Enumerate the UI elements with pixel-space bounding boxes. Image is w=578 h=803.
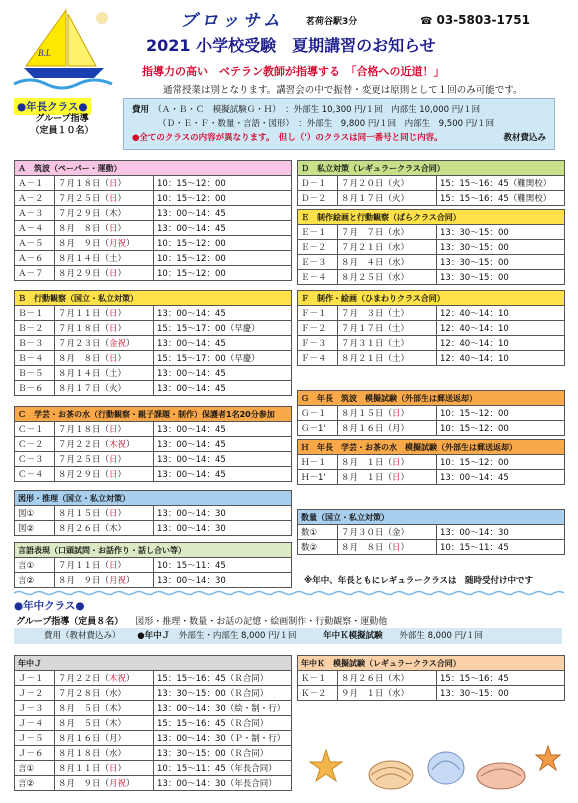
class-date: ８月１５日（日） [55, 506, 154, 521]
class-date: ８月１６日（月） [338, 421, 437, 436]
class-date: ８月 ５日（木） [55, 701, 154, 716]
class-date: ７月３０日（金） [338, 525, 437, 540]
class-time: 13：00～14：30 [154, 573, 292, 588]
class-code: 数② [298, 540, 338, 555]
class-time: 13：00～14：30 [154, 521, 292, 536]
table-header: 図形・推理（国立・私立対策） [15, 491, 292, 506]
class-code: Ｆ－２ [298, 321, 338, 336]
class-date: ８月１４日（土） [55, 366, 154, 381]
holiday-marker: 日 [109, 455, 118, 465]
nencho-sub [22, 113, 102, 137]
holiday-marker: 日 [109, 764, 118, 774]
table-row [298, 255, 565, 270]
class-code: Ａ－２ [15, 191, 55, 206]
class-code: Ｂ－１ [15, 306, 55, 321]
class-code: Ｃ－３ [15, 452, 55, 467]
class-code: Ａ－７ [15, 266, 55, 281]
holiday-marker: 日 [392, 543, 401, 553]
brand-name: ブロッサム [180, 11, 284, 31]
class-date: ８月 １日（日） [338, 455, 437, 470]
class-code: 図② [15, 521, 55, 536]
class-time: 13：00～14：45 [154, 381, 292, 396]
class-date: ８月２６日（木） [338, 671, 437, 686]
class-date: ８月１６日（月） [55, 731, 154, 746]
notice-text: 通常授業は別となります。講習会の中で振替・変更は原則として１回のみ可能です。 [163, 85, 523, 96]
class-code: Ａ－４ [15, 221, 55, 236]
table-row [15, 671, 292, 686]
class-code: Ｂ－２ [15, 321, 55, 336]
fee-materials-note: 教材費込み [503, 133, 546, 143]
table-header: 数量（国立・私立対策） [298, 510, 565, 525]
class-time: 13：00～14：45 [154, 467, 292, 482]
class-code: Ｇ－1' [298, 421, 338, 436]
class-date: ７月１８日（日） [55, 422, 154, 437]
class-time: 13：30～15：00 [437, 270, 565, 285]
table-row [15, 191, 292, 206]
class-code: Ｃ－４ [15, 467, 55, 482]
table-row [15, 746, 292, 761]
table-header: Ｄ 私立対策（レギュラークラス合同） [298, 161, 565, 176]
class-code: Ａ－１ [15, 176, 55, 191]
table-row [15, 221, 292, 236]
class-code: Ｊ－６ [15, 746, 55, 761]
class-code: Ｈ－1' [298, 470, 338, 485]
class-date: ７月１７日（土） [338, 321, 437, 336]
class-time: 13：00～14：30 [437, 525, 565, 540]
class-time: 10：15～11：45（年長合同） [154, 761, 292, 776]
class-code: Ｊ－４ [15, 716, 55, 731]
holiday-marker: 日 [109, 324, 118, 334]
table-row [15, 266, 292, 281]
class-time: 13：00～14：30 [154, 506, 292, 521]
class-time: 13：30～15：00（Ｒ合同） [154, 746, 292, 761]
class-time: 13：00～14：45 [154, 437, 292, 452]
nenchu-k-label: 年中Ｋ模擬試験 [323, 631, 383, 641]
table-header: 言語表現（口頭試問・お話作り・話し合い等） [15, 543, 292, 558]
table-row [15, 351, 292, 366]
class-date: ８月 ４日（水） [338, 255, 437, 270]
fee-group-b: （Ｄ・Ｅ・Ｆ・数量・言語・図形） [158, 119, 290, 129]
holiday-marker: 木祝 [109, 674, 127, 684]
class-time: 15：15～17：00（早慶） [154, 321, 292, 336]
table-row [15, 381, 292, 396]
holiday-marker: 月祝 [109, 779, 127, 789]
class-time: 10：15～12：00 [154, 176, 292, 191]
holiday-marker: 日 [392, 473, 401, 483]
class-code: Ｅ－４ [298, 270, 338, 285]
nenchu-j-label: ●年中Ｊ [137, 631, 171, 641]
nenchu-j-price: 外部生・内部生 8,000 円/１回 [178, 631, 297, 641]
class-time: 12：40～14：10 [437, 351, 565, 366]
table-header: Ｆ 制作・絵画（ひまわりクラス合同） [298, 291, 565, 306]
class-date: ８月 ９日（月祝） [55, 236, 154, 251]
class-date: ７月１１日（日） [55, 558, 154, 573]
class-date: ７月２２日（木祝） [55, 671, 154, 686]
holiday-marker: 日 [392, 409, 401, 419]
table-row [298, 525, 565, 540]
class-code: 言② [15, 776, 55, 791]
holiday-marker: 日 [109, 354, 118, 364]
holiday-marker: 木祝 [109, 440, 127, 450]
phone-number-group [420, 13, 530, 27]
class-date: ７月２５日（日） [55, 191, 154, 206]
table-row [298, 686, 565, 701]
class-code: 言① [15, 558, 55, 573]
wave-divider [14, 590, 569, 596]
class-time: 12：40～14：10 [437, 306, 565, 321]
table-row [15, 701, 292, 716]
table-row [15, 716, 292, 731]
class-date: ８月２１日（土） [338, 351, 437, 366]
class-table-gengo [14, 542, 292, 588]
table-row [15, 573, 292, 588]
class-code: Ｊ－１ [15, 671, 55, 686]
shell-icon [477, 763, 525, 789]
nencho-sub-line: グループ指導 [35, 114, 89, 124]
class-time: 15：15～16：45 [437, 671, 565, 686]
class-code: 図① [15, 506, 55, 521]
holiday-marker: 日 [109, 194, 118, 204]
shell-icon [428, 752, 464, 784]
class-time: 13：00～14：45 [154, 452, 292, 467]
nenchu-k-price: 外部生 8,000 円/１回 [399, 631, 483, 641]
table-row [298, 191, 565, 206]
class-code: Ｆ－４ [298, 351, 338, 366]
table-header: Ｅ 制作絵画と行動観察（ばらクラス合同） [298, 210, 565, 225]
class-time: 10：15～12：00 [437, 406, 565, 421]
table-row [15, 366, 292, 381]
class-code: 言① [15, 761, 55, 776]
class-date: ８月 ８日（日） [55, 221, 154, 236]
holiday-marker: 日 [109, 470, 118, 480]
table-row [15, 452, 292, 467]
class-table-d [297, 160, 565, 206]
class-code: Ｄ－１ [298, 176, 338, 191]
class-code: 数① [298, 525, 338, 540]
fee-group-a: （Ａ・Ｂ・Ｃ 模擬試験Ｇ・Ｈ） [157, 105, 277, 115]
class-date: ８月２９日（日） [55, 467, 154, 482]
class-table-c [14, 406, 292, 482]
class-date: ８月 ８日（日） [55, 351, 154, 366]
class-date: ８月 ９日（月祝） [55, 573, 154, 588]
nenchu-group-label: グループ指導（定員８名） [16, 617, 124, 627]
class-date: ７月２１日（水） [338, 240, 437, 255]
nenchu-fee-bar [14, 628, 562, 644]
class-code: Ｈ－１ [298, 455, 338, 470]
table-row [298, 321, 565, 336]
boat-text: B.L [38, 48, 51, 58]
starfish-icon [536, 746, 560, 770]
class-table-f [297, 290, 565, 366]
phone-number: 03-5803-1751 [436, 13, 530, 27]
class-date: ７月２３日（金祝） [55, 336, 154, 351]
class-time: 13：00～14：45 [154, 306, 292, 321]
starfish-icon [310, 750, 342, 781]
class-code: Ｄ－２ [298, 191, 338, 206]
class-date: ７月２２日（木祝） [55, 437, 154, 452]
class-table-e [297, 209, 565, 285]
class-time: 10：15～11：45 [154, 558, 292, 573]
holiday-marker: 日 [109, 269, 118, 279]
class-date: ７月１８日（日） [55, 321, 154, 336]
class-code: Ｃ－２ [15, 437, 55, 452]
class-code: Ｅ－３ [298, 255, 338, 270]
table-header: 年中Ｊ [15, 656, 292, 671]
table-row [15, 506, 292, 521]
class-date: ８月２９日（日） [55, 266, 154, 281]
class-table-suryo [297, 509, 565, 555]
fee-box [123, 98, 555, 150]
class-time: 13：30～15：00 [437, 240, 565, 255]
class-date: ７月２９日（木） [55, 206, 154, 221]
class-code: Ｊ－５ [15, 731, 55, 746]
class-date: ７月 ３日（土） [338, 306, 437, 321]
table-row [298, 176, 565, 191]
footnote: ※年中、年長ともにレギュラークラスは 随時受付け中です [304, 576, 534, 586]
table-row [298, 540, 565, 555]
fee-row-2 [132, 117, 546, 131]
class-code: 言② [15, 573, 55, 588]
class-date: ８月１４日（土） [55, 251, 154, 266]
class-code: Ｂ－５ [15, 366, 55, 381]
class-time: 15：15～16：45（Ｒ合同） [154, 671, 292, 686]
class-time: 10：15～12：00 [154, 266, 292, 281]
class-time: 13：30～15：00 [437, 686, 565, 701]
table-header: Ｃ 学芸・お茶の水（行動観察・親子課題・制作）保護者1名20分参加 [15, 407, 292, 422]
shell-icon [369, 761, 413, 789]
class-time: 15：15～16：45（Ｒ合同） [154, 716, 292, 731]
class-code: Ｇ－１ [298, 406, 338, 421]
class-code: Ｊ－２ [15, 686, 55, 701]
class-code: Ｋ－２ [298, 686, 338, 701]
table-row [15, 176, 292, 191]
class-date: ７月１１日（日） [55, 306, 154, 321]
class-time: 13：00～14：30（年長合同） [154, 776, 292, 791]
sailboat-logo [8, 4, 118, 92]
table-row [15, 686, 292, 701]
table-row [15, 236, 292, 251]
table-row [298, 351, 565, 366]
class-date: ８月 ８日（日） [338, 540, 437, 555]
table-row [15, 521, 292, 536]
holiday-marker: 月祝 [109, 239, 127, 249]
class-time: 13：30～15：00（Ｒ合同） [154, 686, 292, 701]
class-time: 10：15～11：45 [437, 540, 565, 555]
table-row [15, 776, 292, 791]
class-code: Ｂ－３ [15, 336, 55, 351]
table-row [298, 455, 565, 470]
holiday-marker: 日 [109, 224, 118, 234]
class-code: Ｋ－１ [298, 671, 338, 686]
table-header: Ｂ 行動観察（国立・私立対策） [15, 291, 292, 306]
fee-label: 費用 [132, 105, 150, 115]
class-code: Ｅ－１ [298, 225, 338, 240]
class-date: ８月２５日（水） [338, 270, 437, 285]
table-row [15, 558, 292, 573]
class-date: ７月 ７日（水） [338, 225, 437, 240]
class-time: 13：30～15：00 [437, 255, 565, 270]
class-code: Ｃ－１ [15, 422, 55, 437]
class-time: 10：15～12：00 [154, 236, 292, 251]
class-time: 13：00～14：30（Ｐ・制・行） [154, 731, 292, 746]
class-code: Ａ－６ [15, 251, 55, 266]
class-time: 10：15～12：00 [437, 421, 565, 436]
holiday-marker: 日 [109, 309, 118, 319]
table-row [298, 406, 565, 421]
holiday-marker: 日 [392, 458, 401, 468]
fee-row-1 [132, 103, 546, 117]
fee-warning: ●全てのクラスの内容が異なります。 但し（'）のクラスは同一番号と同じ内容。 [132, 133, 443, 143]
table-row [15, 422, 292, 437]
table-row [15, 306, 292, 321]
class-date: ７月３１日（土） [338, 336, 437, 351]
nenchu-subjects: 図形・推理・数量・お話の記憶・絵画制作・行動観察・運動他 [135, 617, 388, 627]
class-date: ７月２０日（火） [338, 176, 437, 191]
table-row [15, 321, 292, 336]
class-date: ８月１８日（水） [55, 746, 154, 761]
nenchu-fee-label: 費用（教材費込み） [44, 631, 121, 641]
table-row [15, 437, 292, 452]
class-time: 12：40～14：10 [437, 336, 565, 351]
table-row [298, 306, 565, 321]
holiday-marker: 日 [109, 509, 118, 519]
class-time: 13：00～14：45 [154, 221, 292, 236]
class-date: ８月 ９日（月祝） [55, 776, 154, 791]
holiday-marker: 日 [109, 425, 118, 435]
holiday-marker: 日 [109, 179, 118, 189]
table-row [15, 761, 292, 776]
table-header: Ｇ 年長 筑波 模擬試験（外部生は郵送返却） [298, 391, 565, 406]
class-time: 13：30～15：00 [437, 225, 565, 240]
class-code: Ｆ－１ [298, 306, 338, 321]
class-code: Ｅ－２ [298, 240, 338, 255]
table-row [15, 251, 292, 266]
class-date: ７月２５日（日） [55, 452, 154, 467]
table-row [15, 336, 292, 351]
table-row [298, 470, 565, 485]
table-row [298, 270, 565, 285]
table-header: Ａ 筑波（ペーパー・運動） [15, 161, 292, 176]
class-table-a [14, 160, 292, 281]
holiday-marker: 日 [109, 561, 118, 571]
class-date: ９月 １日（水） [338, 686, 437, 701]
station-info: 茗荷谷駅3分 [306, 17, 358, 27]
class-time: 10：15～12：00 [437, 455, 565, 470]
class-date: ７月１８日（日） [55, 176, 154, 191]
class-time: 13：00～14：30（絵・制・行） [154, 701, 292, 716]
class-time: 13：00～14：45 [154, 206, 292, 221]
class-code: Ｊ－３ [15, 701, 55, 716]
class-time: 13：00～14：45 [154, 366, 292, 381]
nenchu-description [16, 614, 387, 627]
holiday-marker: 金祝 [109, 339, 127, 349]
table-row [298, 671, 565, 686]
fee-price-a: ：外部生 10,300 円/１回 内部生 10,000 円/１回 [285, 105, 481, 115]
class-time: 12：40～14：10 [437, 321, 565, 336]
class-table-nenchu-j [14, 655, 292, 791]
nencho-sub-line: （定員１０名） [30, 126, 94, 136]
fee-row-3 [132, 131, 546, 145]
nenchu-heading: ●年中クラス● [14, 600, 85, 612]
class-time: 13：00～14：45 [437, 470, 565, 485]
class-table-h [297, 439, 565, 485]
class-date: ７月２８日（水） [55, 686, 154, 701]
class-date: ８月１１日（日） [55, 761, 154, 776]
class-table-zukei [14, 490, 292, 536]
table-row [15, 731, 292, 746]
class-time: 13：00～14：45 [154, 336, 292, 351]
slogan: 指導力の高い ベテラン教師が指導する 「合格への近道！」 [142, 65, 445, 78]
seashells-decoration [296, 730, 566, 800]
class-time: 15：15～16：45（難関校） [437, 176, 565, 191]
table-row [298, 240, 565, 255]
class-date: ８月１７日（火） [55, 381, 154, 396]
table-row [15, 206, 292, 221]
fee-price-b: ：外部生 9,800 円/１回 内部生 9,500 円/１回 [298, 119, 495, 129]
class-date: ８月１５日（日） [338, 406, 437, 421]
class-code: Ａ－５ [15, 236, 55, 251]
table-header: 年中Ｋ 模擬試験（レギュラークラス合同） [298, 656, 565, 671]
class-table-g [297, 390, 565, 436]
class-time: 15：15～17：00（早慶） [154, 351, 292, 366]
class-date: ８月 ５日（木） [55, 716, 154, 731]
class-time: 10：15～12：00 [154, 251, 292, 266]
class-code: Ｆ－３ [298, 336, 338, 351]
class-code: Ｂ－６ [15, 381, 55, 396]
holiday-marker: 月祝 [109, 576, 127, 586]
class-date: ８月 １日（日） [338, 470, 437, 485]
page-title: 2021 小学校受験 夏期講習のお知らせ [146, 36, 436, 55]
nencho-heading: ●年長クラス● [14, 98, 91, 115]
class-date: ８月１７日（火） [338, 191, 437, 206]
class-time: 15：15～16：45（難関校） [437, 191, 565, 206]
table-row [15, 467, 292, 482]
class-time: 10：15～12：00 [154, 191, 292, 206]
class-table-b [14, 290, 292, 396]
table-row [298, 225, 565, 240]
class-table-nenchu-k [297, 655, 565, 701]
class-date: ８月２６日（木） [55, 521, 154, 536]
class-time: 13：00～14：45 [154, 422, 292, 437]
class-code: Ｂ－４ [15, 351, 55, 366]
table-row [298, 336, 565, 351]
class-code: Ａ－３ [15, 206, 55, 221]
table-row [298, 421, 565, 436]
phone-icon: ☎ [420, 16, 433, 27]
table-header: Ｈ 年長 学芸・お茶の水 模擬試験（外部生は郵送返却） [298, 440, 565, 455]
